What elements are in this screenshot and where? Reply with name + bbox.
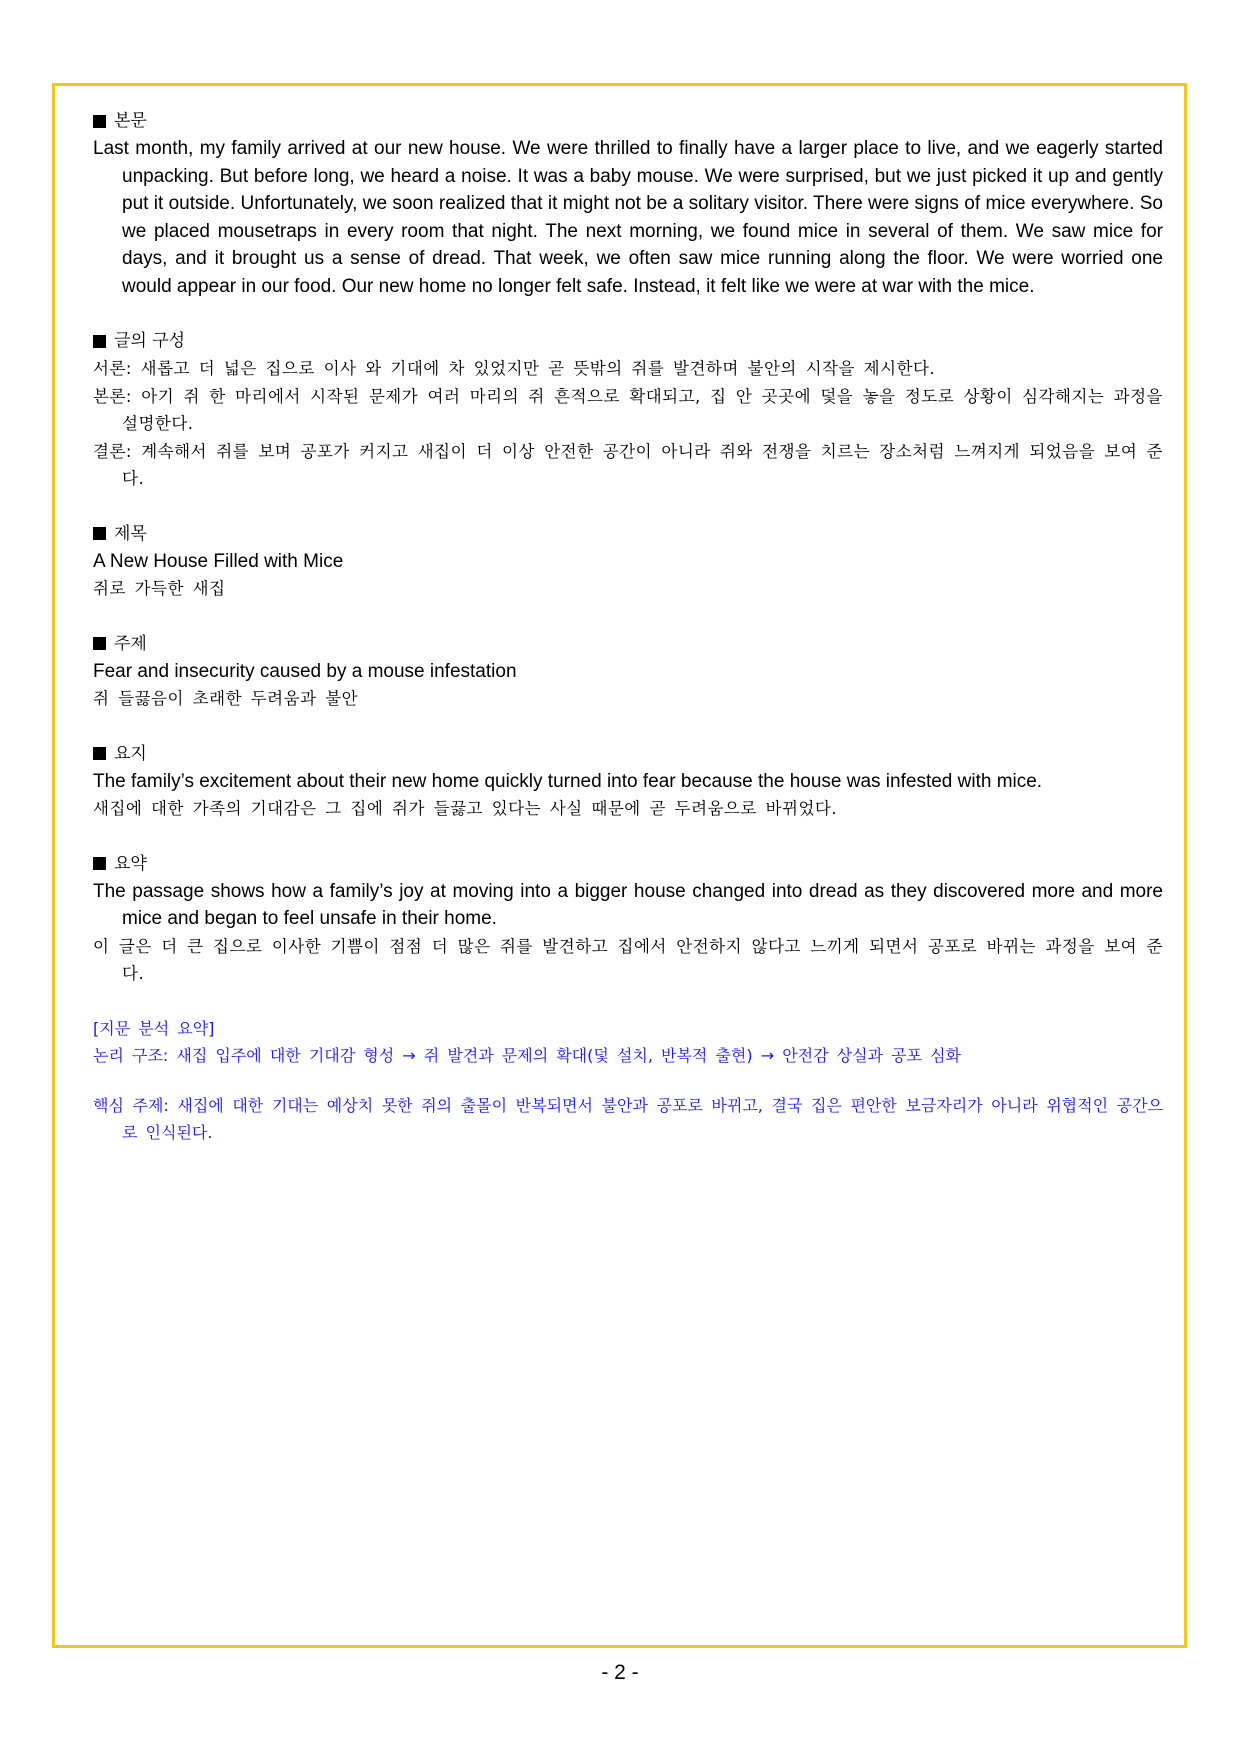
square-bullet-icon (93, 527, 106, 540)
section-heading (93, 630, 1163, 658)
theme-ko: 쥐 들끓음이 초래한 두려움과 불안 (93, 689, 359, 708)
section-heading (93, 520, 1163, 548)
analysis-core: 핵심 주제: 새집에 대한 기대는 예상치 못한 쥐의 출몰이 반복되면서 불안과 공포로 바뀌고, 결국 집은 편안한 보금자리가 아니라 위협적인 공간으로 인식된다. (93, 1095, 1163, 1142)
heading-label: 요약 (114, 853, 147, 874)
passage-text: Last month, my family arrived at our new house. We were thrilled to finally have a larger place to live, and we eagerly started unpacking. But before long, we heard a noise. It was a baby mouse. We were surprised, but we just picked it up and gently put it outside. Unfortunately, we soon realized that it might not be a solitary visitor. There were signs of mice everywhere. So we placed mousetraps in every room that night. The next morning, we found mice in several of them. We saw mice for days, and it brought us a sense of dread. That week, we often saw mice running along the floor. We were worried one would appear in our food. Our new home no longer felt safe. Instead, it felt like we were at war with the mice. (93, 138, 1163, 297)
summary-en: The passage shows how a family’s joy at moving into a bigger house changed into dread as they discovered more and more mice and began to feel unsafe in their home. (93, 880, 1163, 929)
analysis-logic: 논리 구조: 새집 입주에 대한 기대감 형성 → 쥐 발견과 문제의 확대(덫 설치, 반복적 출현) → 안전감 상실과 공포 심화 (93, 1046, 962, 1065)
square-bullet-icon (93, 335, 106, 348)
section-heading (93, 740, 1163, 768)
analysis-summary (93, 1015, 1163, 1147)
title-en: A New House Filled with Mice (93, 550, 344, 572)
gist-ko: 새집에 대한 가족의 기대감은 그 집에 쥐가 들끓고 있다는 사실 때문에 곧 두려움으로 바뀌었다. (93, 799, 838, 818)
section-structure (93, 327, 1163, 493)
section-heading (93, 850, 1163, 878)
square-bullet-icon (93, 747, 106, 760)
structure-main: 본론: 아기 쥐 한 마리에서 시작된 문제가 여러 마리의 쥐 흔적으로 확대되고, 집 안 곳곳에 덫을 놓을 정도로 상황이 심각해지는 과정을 설명한다. (93, 386, 1163, 433)
section-theme (93, 630, 1163, 713)
heading-label: 제목 (114, 523, 147, 544)
section-body (93, 107, 1163, 300)
spacer (93, 1070, 1163, 1092)
heading-label: 본문 (114, 111, 147, 131)
gist-en: The family’s excitement about their new home quickly turned into fear because the house was infested with mice. (93, 770, 1043, 792)
square-bullet-icon (93, 115, 106, 128)
square-bullet-icon (93, 637, 106, 650)
theme-en: Fear and insecurity caused by a mouse infestation (93, 660, 517, 682)
section-gist (93, 740, 1163, 823)
square-bullet-icon (93, 857, 106, 870)
section-summary (93, 850, 1163, 988)
page-number: - 2 - (601, 1661, 639, 1684)
structure-conclusion: 결론: 계속해서 쥐를 보며 공포가 커지고 새집이 더 이상 안전한 공간이 아니라 쥐와 전쟁을 치르는 장소처럼 느껴지게 되었음을 보여 준다. (93, 441, 1163, 488)
section-heading (93, 327, 1163, 355)
heading-label: 글의 구성 (114, 331, 186, 351)
page-content (93, 107, 1163, 1147)
summary-ko: 이 글은 더 큰 집으로 이사한 기쁨이 점점 더 많은 쥐를 발견하고 집에서 안전하지 않다고 느끼게 되면서 공포로 바뀌는 과정을 보여 준다. (93, 936, 1163, 983)
heading-label: 주제 (114, 633, 147, 654)
structure-intro: 서론: 새롭고 더 넓은 집으로 이사 와 기대에 차 있었지만 곧 뜻밖의 쥐를 발견하며 불안의 시작을 제시한다. (93, 359, 936, 378)
section-title (93, 520, 1163, 603)
heading-label: 요지 (114, 743, 147, 764)
title-ko: 쥐로 가득한 새집 (93, 579, 226, 598)
analysis-title: [지문 분석 요약] (93, 1018, 215, 1038)
section-heading (93, 107, 1163, 135)
